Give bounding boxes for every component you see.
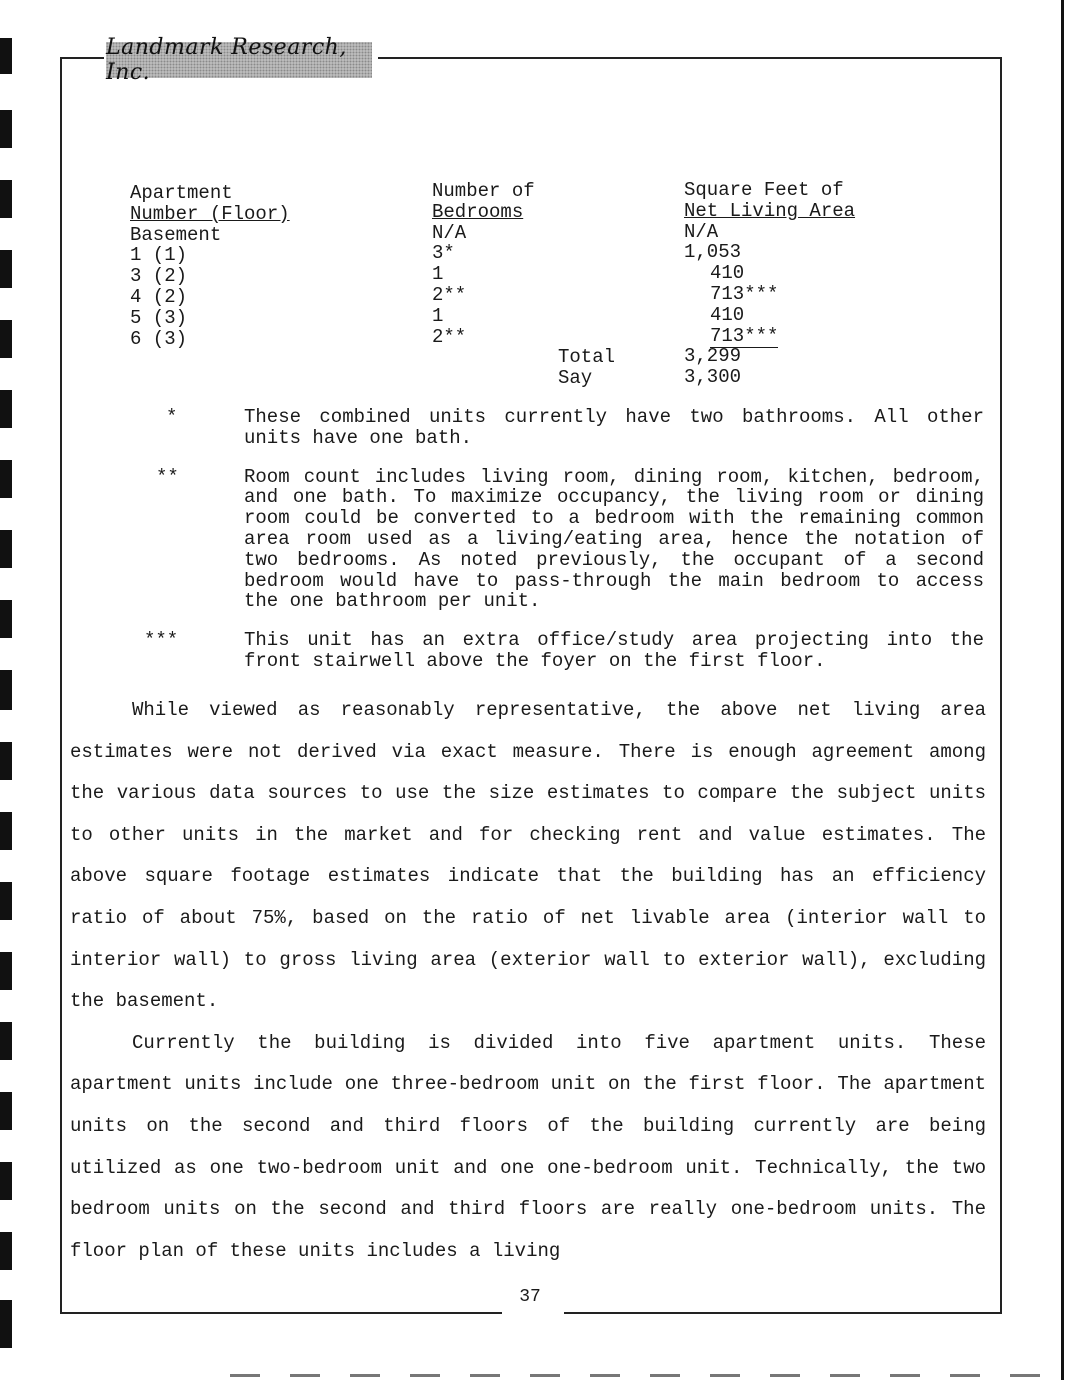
footnote [60,407,990,449]
scan-edge [1061,0,1064,1380]
table-cell: 2** [432,325,467,348]
column-header: Apartment [130,182,233,204]
table-column-bedrooms [432,181,535,347]
table-column-unit [130,183,290,349]
binder-mark [0,742,12,780]
frame-bottom-right [564,1312,1002,1314]
table-cell: 3 (2) [130,265,188,288]
binder-mark [0,460,12,498]
column-header: Number of [432,180,535,202]
frame-top-left [60,57,104,59]
binder-mark [0,952,12,990]
footnote-symbol: *** [144,629,179,652]
table-cell: 3* [432,242,455,265]
footnote-text: Room count includes living room, dining room, kitchen, bedroom, and one bath. To maximize occupancy, the living room or dining room could be converted to a bedroom with the remaining common area room used as a living/eating area, hence the notation of two bedrooms. As noted previously, the occupant of a second bedroom would have to pass-through the main bedroom to access the one bathroom per unit. [244,465,984,613]
column-header: Bedrooms [432,200,524,223]
table-cell: N/A [684,220,719,243]
binder-mark [0,530,12,568]
say-label: Say [558,366,593,389]
table-cell: 1 [432,263,444,286]
frame-right [1000,57,1002,1314]
binder-mark [0,1022,12,1060]
binder-mark [0,250,12,288]
binder-mark [0,320,12,358]
binder-mark [0,180,12,218]
table-cell: 6 (3) [130,327,188,350]
company-logo [106,35,372,85]
binder-mark [0,110,12,148]
table-cell: 1 [432,304,444,327]
table-cell: 713*** [710,324,779,347]
frame-bottom-left [60,1312,502,1314]
footnote [60,467,990,613]
table-cell: 4 (2) [130,285,188,308]
scan-artifact-line [230,1374,1050,1377]
binder-mark [0,390,12,428]
footnote-symbol: * [166,406,178,428]
binder-mark [0,1162,12,1200]
binder-mark [0,670,12,710]
say-value: 3,300 [684,366,742,389]
table-cell: 410 [710,303,745,326]
table-cell: Basement [130,223,222,246]
binder-mark [0,1300,12,1348]
table-cell: 410 [710,262,745,285]
binder-mark [0,38,12,74]
table-cell: 5 (3) [130,306,188,329]
frame-top-right [378,57,1002,59]
binder-mark [0,1092,12,1130]
total-value: 3,299 [684,345,742,368]
footnote-symbol: ** [156,465,179,488]
column-header: Number (Floor) [130,202,290,225]
binder-mark [0,600,12,638]
footnote [60,630,990,672]
table-cell: 2** [432,283,467,306]
table-cell: 713*** [710,282,779,305]
paragraph: Currently the building is divided into five apartment units. These apartment units include one three-bedroom unit on the first floor. The apartment units on the second and third floors of the building currently are being utilized as one two-bedroom unit and one one-bedroom unit. Technically, the two bedroom units on the second and third floors are really one-bedroom units. The floor plan of these units includes a living [70,1031,986,1262]
logo-text: Landmark Research, Inc. [106,35,347,85]
binder-mark [0,1232,12,1270]
footnotes [60,407,990,690]
page-number: 37 [519,1287,541,1307]
table-cell: 1 (1) [130,244,188,267]
total-label: Total [558,345,616,368]
binder-mark [0,812,12,850]
table-cell: 1,053 [684,241,742,264]
footnote-text: This unit has an extra office/study area projecting into the front stairwell above the foyer on the first floor. [244,629,984,672]
column-header: Square Feet of [684,179,844,201]
column-header: Net Living Area [684,199,856,222]
footnote-text: These combined units currently have two bathrooms. All other units have one bath. [244,406,984,449]
table-cell: N/A [432,221,467,244]
paragraph: While viewed as reasonably representative, the above net living area estimates were not derived via exact measure. There is enough agreement among the various data sources to use the size estimates to compare the subject units to other units in the market and for checking rent and value estimates. The above square footage estimates indicate that the building has an efficiency ratio of about 75%, based on the ratio of net livable area (interior wall to interior wall) to gross living area (exterior wall to exterior wall), excluding the basement. [70,699,986,1013]
table-column-sqft [684,180,855,388]
binder-mark [0,882,12,920]
table-column-total-labels [558,347,615,389]
body-text [70,690,986,1272]
